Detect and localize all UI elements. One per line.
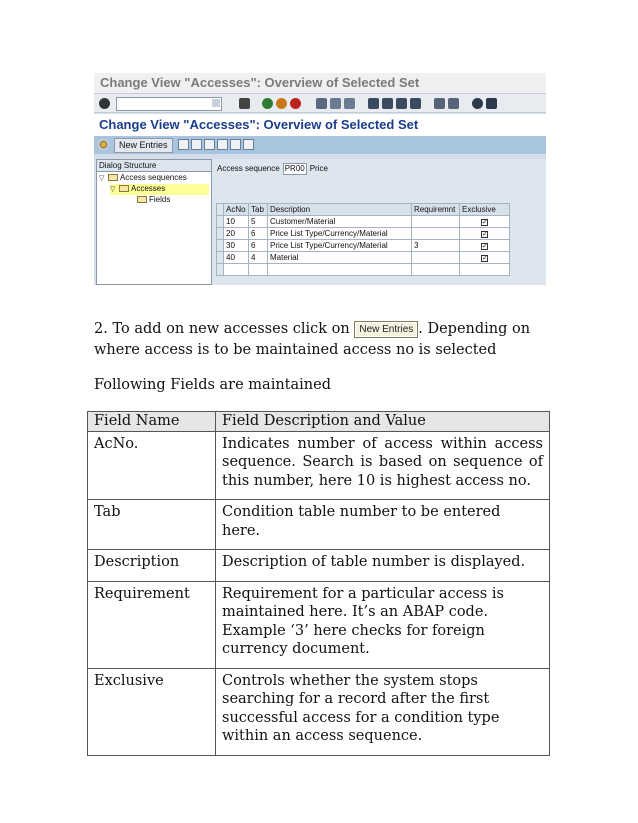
description-cell: Price List Type/Currency/Material (268, 240, 412, 252)
table-header-row (88, 412, 550, 432)
header-field-description: Field Description and Value (216, 412, 550, 432)
exclusive-cell (460, 252, 510, 264)
empty-cell[interactable] (224, 264, 249, 276)
empty-cell[interactable] (249, 264, 268, 276)
table-row (217, 252, 510, 264)
application-toolbar (94, 136, 546, 154)
command-toolbar (94, 93, 546, 113)
field-name-cell: Description (88, 550, 216, 582)
field-description-cell: Indicates number of access within access sequence. Search is based on sequence of this number, here 10 is highest access no. (216, 431, 550, 500)
field-description-cell: Description of table number is displayed. (216, 550, 550, 582)
fields-intro: Following Fields are maintained (94, 377, 331, 393)
expand-triangle-icon[interactable]: ▽ (110, 186, 116, 193)
col-requirement[interactable]: Requiremnt (412, 204, 460, 216)
tab-cell[interactable]: 4 (249, 252, 268, 264)
screen-heading: Change View "Accesses": Overview of Selected Set (94, 114, 546, 136)
empty-cell (268, 264, 412, 276)
last-page-icon[interactable] (410, 98, 421, 109)
back-icon[interactable] (262, 98, 273, 109)
row-selector[interactable] (217, 264, 224, 276)
table-row (88, 500, 550, 550)
acno-cell[interactable]: 30 (224, 240, 249, 252)
dialog-structure-title: Dialog Structure (97, 160, 211, 172)
table-row (217, 240, 510, 252)
header-field-name: Field Name (88, 412, 216, 432)
grid-header-row (217, 204, 510, 216)
next-page-icon[interactable] (396, 98, 407, 109)
help-icon[interactable] (472, 98, 483, 109)
table-row (88, 550, 550, 582)
acno-cell[interactable]: 40 (224, 252, 249, 264)
col-description[interactable]: Description (268, 204, 412, 216)
tree-item-fields[interactable]: Fields (137, 195, 170, 205)
access-sequence-line (217, 163, 328, 175)
step2-line1 (94, 320, 530, 339)
exclusive-checkbox[interactable]: ✓ (482, 243, 488, 250)
step2-text-before: 2. To add on new accesses click on (94, 321, 350, 337)
field-name-cell: Exclusive (88, 668, 216, 755)
empty-row (217, 264, 510, 276)
access-sequence-label: Access sequence (217, 164, 280, 173)
exclusive-checkbox[interactable]: ✓ (482, 255, 488, 262)
first-page-icon[interactable] (368, 98, 379, 109)
open-folder-icon (119, 185, 129, 192)
new-entries-inline-button: New Entries (354, 321, 418, 338)
cancel-icon[interactable] (290, 98, 301, 109)
detail-area (212, 159, 546, 285)
accesses-grid (216, 203, 510, 276)
row-selector[interactable] (217, 252, 224, 264)
empty-cell (460, 264, 510, 276)
requirement-cell[interactable] (412, 228, 460, 240)
layout-menu-icon[interactable] (486, 98, 497, 109)
expand-triangle-icon[interactable]: ▽ (99, 175, 105, 182)
requirement-cell[interactable] (412, 216, 460, 228)
folder-icon (108, 174, 118, 181)
field-description-cell: Requirement for a particular access is maintained here. It’s an ABAP code. Example ‘3’ here checks for foreign currency document. (216, 581, 550, 668)
shortcut-icon[interactable] (448, 98, 459, 109)
command-field[interactable] (116, 97, 222, 111)
select-all-cell[interactable] (217, 204, 224, 216)
table-row (217, 228, 510, 240)
row-selector[interactable] (217, 216, 224, 228)
acno-cell[interactable]: 20 (224, 228, 249, 240)
new-entries-button[interactable]: New Entries (114, 138, 173, 153)
deselect-all-icon[interactable] (243, 139, 254, 150)
exclusive-cell (460, 216, 510, 228)
print-icon[interactable] (316, 98, 327, 109)
tab-cell[interactable]: 5 (249, 216, 268, 228)
fields-table (87, 411, 550, 756)
description-cell: Price List Type/Currency/Material (268, 228, 412, 240)
copy-as-icon[interactable] (178, 139, 189, 150)
save-icon[interactable] (239, 98, 250, 109)
col-tab[interactable]: Tab (249, 204, 268, 216)
new-session-icon[interactable] (434, 98, 445, 109)
col-acno[interactable]: AcNo (224, 204, 249, 216)
requirement-cell[interactable] (412, 252, 460, 264)
acno-cell[interactable]: 10 (224, 216, 249, 228)
find-icon[interactable] (330, 98, 341, 109)
description-cell: Material (268, 252, 412, 264)
field-description-cell: Controls whether the system stops searching for a record after the first successful access for a condition type within an access sequence. (216, 668, 550, 755)
exclusive-cell (460, 240, 510, 252)
previous-page-icon[interactable] (382, 98, 393, 109)
table-row (88, 668, 550, 755)
select-block-icon[interactable] (230, 139, 241, 150)
undo-change-icon[interactable] (204, 139, 215, 150)
field-description-cell: Condition table number to be entered here. (216, 500, 550, 550)
exclusive-checkbox[interactable]: ✓ (482, 231, 488, 238)
window-title: Change View "Accesses": Overview of Selected Set (94, 73, 546, 93)
dialog-structure-panel (96, 159, 212, 285)
table-row (88, 431, 550, 500)
field-name-cell: Tab (88, 500, 216, 550)
folder-icon (137, 196, 147, 203)
access-sequence-code: PR00 (284, 164, 305, 173)
find-next-icon[interactable] (344, 98, 355, 109)
table-row (88, 581, 550, 668)
enter-check-icon[interactable] (99, 98, 110, 109)
empty-cell[interactable] (412, 264, 460, 276)
tree-item-accesses[interactable]: ▽ Accesses (110, 184, 209, 195)
access-sequence-name: Price (309, 164, 328, 173)
row-selector[interactable] (217, 240, 224, 252)
tab-cell[interactable]: 6 (249, 240, 268, 252)
sap-screenshot (94, 73, 546, 285)
description-cell: Customer/Material (268, 216, 412, 228)
field-name-cell: Requirement (88, 581, 216, 668)
tab-cell[interactable]: 6 (249, 228, 268, 240)
exclusive-checkbox[interactable]: ✓ (482, 219, 488, 226)
requirement-cell[interactable]: 3 (412, 240, 460, 252)
select-all-icon[interactable] (217, 139, 228, 150)
field-name-cell: AcNo. (88, 431, 216, 500)
exit-icon[interactable] (276, 98, 287, 109)
dropdown-arrow-icon[interactable] (212, 99, 220, 107)
step2-text-after: . Depending on (418, 321, 531, 337)
row-selector[interactable] (217, 228, 224, 240)
display-change-icon[interactable] (98, 139, 109, 150)
col-exclusive[interactable]: Exclusive (460, 204, 510, 216)
tree-item-access-sequences[interactable]: ▽ Access sequences (99, 173, 187, 182)
exclusive-cell (460, 228, 510, 240)
table-row (217, 216, 510, 228)
delete-icon[interactable] (191, 139, 202, 150)
step2-line2: where access is to be maintained access no is selected (94, 342, 497, 358)
